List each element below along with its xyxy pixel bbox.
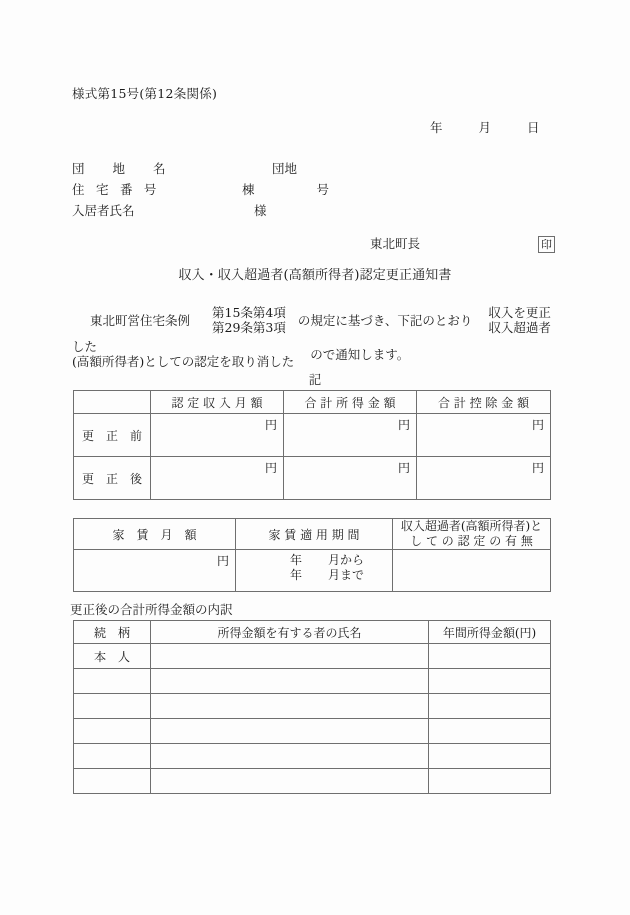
action-option-2: 収入超過者 xyxy=(488,320,551,335)
breakdown-relation-4[interactable] xyxy=(74,744,151,769)
room-suffix: 号 xyxy=(316,182,330,197)
breakdown-name-1[interactable] xyxy=(151,669,429,694)
clause-option-2: 第29条第3項 xyxy=(212,320,286,335)
cert-row-after-label: 更 正 後 xyxy=(74,457,151,500)
certification-table xyxy=(73,390,551,500)
house-number-label: 住 宅 番 号 xyxy=(72,182,161,197)
cert-row-before-label: 更 正 前 xyxy=(74,414,151,457)
cert-after-income[interactable]: 円 xyxy=(151,457,284,500)
form-number: 様式第15号(第12条関係) xyxy=(72,86,218,101)
rent-header-certification-line2: し て の 認 定 の 有 無 xyxy=(410,534,533,548)
body-paragraph xyxy=(72,305,572,369)
recipient-row-house-number xyxy=(72,179,329,200)
date-line xyxy=(430,118,540,136)
danchi-name-label: 団 地 名 xyxy=(72,161,174,176)
breakdown-header-relation: 続 柄 xyxy=(74,621,151,644)
rent-table xyxy=(73,518,551,592)
breakdown-table xyxy=(73,620,551,794)
recipient-row-danchi xyxy=(72,158,329,179)
recipient-block xyxy=(72,158,329,221)
body-line-1 xyxy=(72,305,572,335)
table-header-row xyxy=(74,391,551,414)
cert-header-total-income: 合 計 所 得 金 額 xyxy=(284,391,417,414)
table-row xyxy=(74,769,551,794)
table-row xyxy=(74,719,551,744)
body-middle-text: の規定に基づき、下記のとおり xyxy=(297,313,473,328)
table-row xyxy=(74,669,551,694)
breakdown-amount-0[interactable] xyxy=(429,644,551,669)
body-line-2 xyxy=(72,339,572,369)
kiji-marker: 記 xyxy=(308,372,322,387)
breakdown-header-name: 所得金額を有する者の氏名 xyxy=(151,621,429,644)
body-closing-text: ので通知します。 xyxy=(310,347,410,362)
breakdown-relation-5[interactable] xyxy=(74,769,151,794)
breakdown-name-4[interactable] xyxy=(151,744,429,769)
page-title: 収入・収入超過者(高額所得者)認定更正通知書 xyxy=(178,268,452,283)
rent-period-from-month: 月から xyxy=(327,553,364,567)
cert-before-total-income[interactable]: 円 xyxy=(284,414,417,457)
breakdown-relation-2[interactable] xyxy=(74,694,151,719)
breakdown-amount-4[interactable] xyxy=(429,744,551,769)
cert-header-income: 認 定 収 入 月 額 xyxy=(151,391,284,414)
table-row xyxy=(74,550,551,592)
building-suffix: 棟 xyxy=(242,182,255,197)
issuer-name: 東北町長 xyxy=(370,236,421,251)
cert-before-income[interactable]: 円 xyxy=(151,414,284,457)
honorific-suffix: 様 xyxy=(254,203,267,218)
action-option-1: 収入を更正 xyxy=(488,305,551,320)
breakdown-amount-3[interactable] xyxy=(429,719,551,744)
rent-period-to-month: 月まで xyxy=(327,568,364,582)
rent-header-certification xyxy=(393,519,551,550)
rent-header-period: 家 賃 適 用 期 間 xyxy=(236,519,393,550)
action2-option-1: した xyxy=(72,339,98,354)
breakdown-name-0[interactable] xyxy=(151,644,429,669)
clause-option-1: 第15条第4項 xyxy=(212,305,286,320)
breakdown-title: 更正後の合計所得金額の内訳 xyxy=(70,602,233,617)
rent-period-to xyxy=(236,568,392,583)
recipient-row-resident-name xyxy=(72,200,329,221)
table-row xyxy=(74,457,551,500)
cert-header-blank xyxy=(74,391,151,414)
date-month-label: 月 xyxy=(478,120,492,135)
table-row xyxy=(74,414,551,457)
cert-after-total-income[interactable]: 円 xyxy=(284,457,417,500)
table-row xyxy=(74,744,551,769)
breakdown-name-5[interactable] xyxy=(151,769,429,794)
action2-option-stack xyxy=(72,339,294,369)
action-option-stack xyxy=(488,305,551,335)
rent-period-from xyxy=(236,553,392,568)
breakdown-relation-0[interactable]: 本 人 xyxy=(74,644,151,669)
breakdown-relation-1[interactable] xyxy=(74,669,151,694)
rent-period-to-year: 年 xyxy=(289,568,302,582)
rent-header-monthly: 家 賃 月 額 xyxy=(74,519,236,550)
resident-name-label: 入居者氏名 xyxy=(72,203,135,218)
breakdown-amount-2[interactable] xyxy=(429,694,551,719)
table-header-row xyxy=(74,519,551,550)
date-day-label: 日 xyxy=(527,120,540,135)
rent-period-value[interactable] xyxy=(236,550,393,592)
breakdown-relation-3[interactable] xyxy=(74,719,151,744)
rent-certification-value[interactable] xyxy=(393,550,551,592)
clause-option-stack xyxy=(212,305,286,335)
breakdown-amount-5[interactable] xyxy=(429,769,551,794)
cert-before-total-deduction[interactable]: 円 xyxy=(417,414,551,457)
cert-after-total-deduction[interactable]: 円 xyxy=(417,457,551,500)
issuer-line xyxy=(370,234,555,253)
table-header-row xyxy=(74,621,551,644)
cert-header-total-deduction: 合 計 控 除 金 額 xyxy=(417,391,551,414)
rent-period-from-year: 年 xyxy=(289,553,302,567)
breakdown-amount-1[interactable] xyxy=(429,669,551,694)
breakdown-name-3[interactable] xyxy=(151,719,429,744)
rent-monthly-value[interactable]: 円 xyxy=(74,550,236,592)
seal-stamp-icon: 印 xyxy=(538,236,555,253)
table-row xyxy=(74,694,551,719)
danchi-suffix: 団地 xyxy=(272,161,298,176)
breakdown-name-2[interactable] xyxy=(151,694,429,719)
ordinance-name: 東北町営住宅条例 xyxy=(90,313,191,328)
table-row xyxy=(74,644,551,669)
breakdown-header-amount: 年間所得金額(円) xyxy=(429,621,551,644)
rent-header-certification-line1: 収入超過者(高額所得者)と xyxy=(400,519,543,533)
date-year-label: 年 xyxy=(430,120,443,135)
action2-option-2: (高額所得者)としての認定を取り消した xyxy=(72,354,295,369)
